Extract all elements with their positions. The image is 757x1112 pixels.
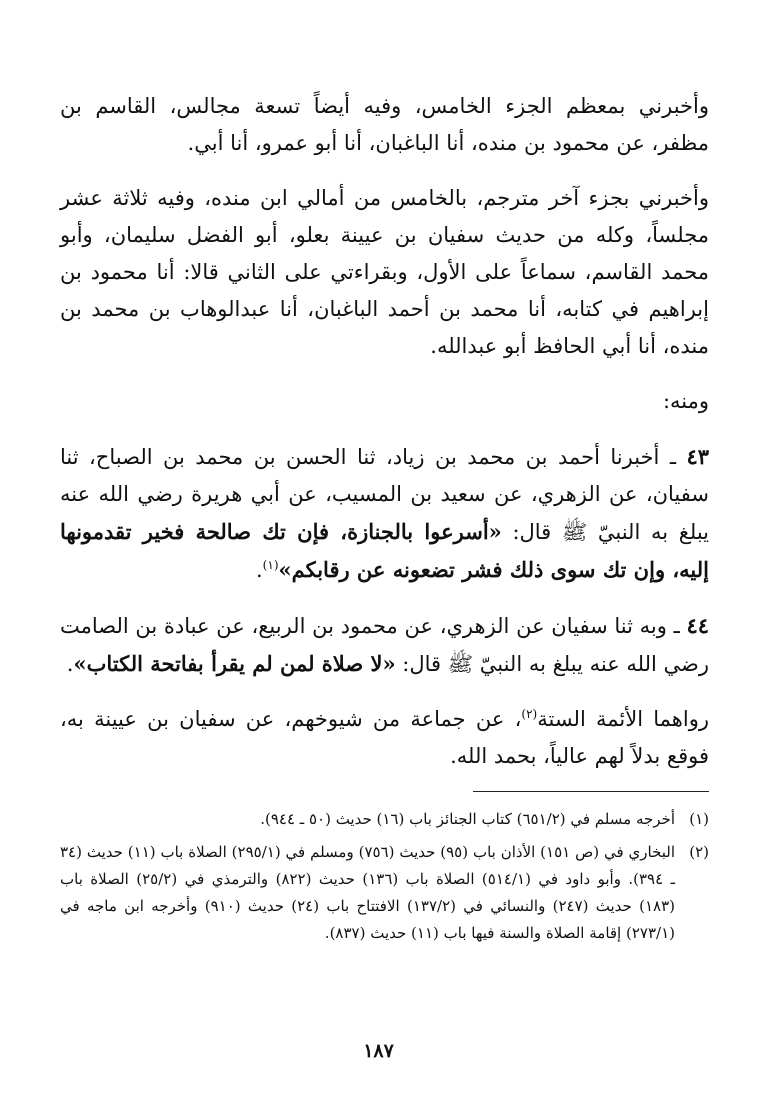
sentence-end: . [66, 652, 74, 676]
paragraph-chain-1: وأخبرني بمعظم الجزء الخامس، وفيه أيضاً تسعة مجالس، القاسم بن مظفر، عن محمود بن منده، أنا الباغبان، أنا أبو عمرو، أنا أبي. [60, 94, 709, 155]
footnote-text: البخاري في (ص ١٥١) الأذان باب (٩٥) حديث (٧٥٦) ومسلم في (٢٩٥/١) الصلاة باب (١١) حديث (٣٤ ـ ٣٩٤). وأبو داود في (٥١٤/١) الصلاة باب (١٣٦) حديث (٨٢٢) والترمذي في (٢٥/٢) الصلاة باب (١٨٣) حديث (٢٤٧) والنسائي في (١٣٧/٢) الافتتاح باب (٢٤) حديث (٩١٠) وأخرجه ابن ماجه في (٢٧٣/١) إقامة الصلاة والسنة فيها باب (١١) حديث (٨٣٧). [60, 843, 676, 942]
footnote-divider [473, 791, 709, 792]
footnote-text: أخرجه مسلم في (٦٥١/٢) كتاب الجنائز باب (١٦) حديث (٥٠ ـ ٩٤٤). [260, 810, 675, 828]
footnote-item [60, 806, 709, 833]
paragraph-chain-2: وأخبرني بجزء آخر مترجم، بالخامس من أمالي ابن منده، وفيه ثلاثة عشر مجلساً، وكله من حديث سفيان بن عيينة بعلو، أبو الفضل سليمان، وأبو محمد القاسم، سماعاً على الأول، وبقراءتي على الثاني قالا: أنا محمود بن إبراهيم في كتابه، أنا محمد بن أحمد الباغبان، أنا عبدالوهاب بن محمد بن منده، أنا أبي الحافظ أبو عبدالله. [60, 186, 709, 358]
footnote-list [60, 806, 709, 947]
hadith-number: ٤٤ [686, 613, 709, 638]
hadith-44 [60, 607, 709, 683]
footnote-mark: (١) [689, 810, 709, 828]
paragraph-heading-minhu: ومنه: [662, 389, 709, 413]
sentence-end: . [255, 558, 263, 582]
hadith-43 [60, 438, 709, 589]
hadith-matn: «لا صلاة لمن لم يقرأ بفاتحة الكتاب» [73, 651, 396, 676]
footnote-ref[interactable]: (١) [262, 558, 279, 572]
paragraph-conclusion [60, 701, 709, 775]
hadith-isnad: ـ أخبرنا أحمد بن محمد بن زياد، ثنا الحسن بن محمد بن الصباح، ثنا سفيان، عن الزهري، عن سعيد بن المسيب، عن أبي هريرة رضي الله عنه يبلغ به النبيّ ﷺ قال: [60, 445, 710, 544]
footnote-mark: (٢) [689, 843, 709, 861]
footnote-item [60, 839, 709, 947]
hadith-isnad: ـ وبه ثنا سفيان عن الزهري، عن محمود بن الربيع، عن عبادة بن الصامت رضي الله عنه يبلغ به النبيّ ﷺ قال: [60, 614, 709, 676]
footnote-ref[interactable]: (٢) [521, 707, 538, 721]
hadith-matn: «أسرعوا بالجنازة، فإن تك صالحة فخير تقدمونها إليه، وإن تك سوى ذلك فشر تضعونه عن رقابكم» [60, 519, 709, 582]
page-number: ١٨٧ [363, 1040, 394, 1062]
hadith-number: ٤٣ [686, 444, 709, 469]
conclusion-text-a: رواهما الأئمة الستة [537, 707, 709, 731]
conclusion-text-b: ، عن جماعة من شيوخهم، عن سفيان بن عيينة به، فوقع بدلاً لهم عالياً، بحمد الله. [60, 707, 709, 768]
